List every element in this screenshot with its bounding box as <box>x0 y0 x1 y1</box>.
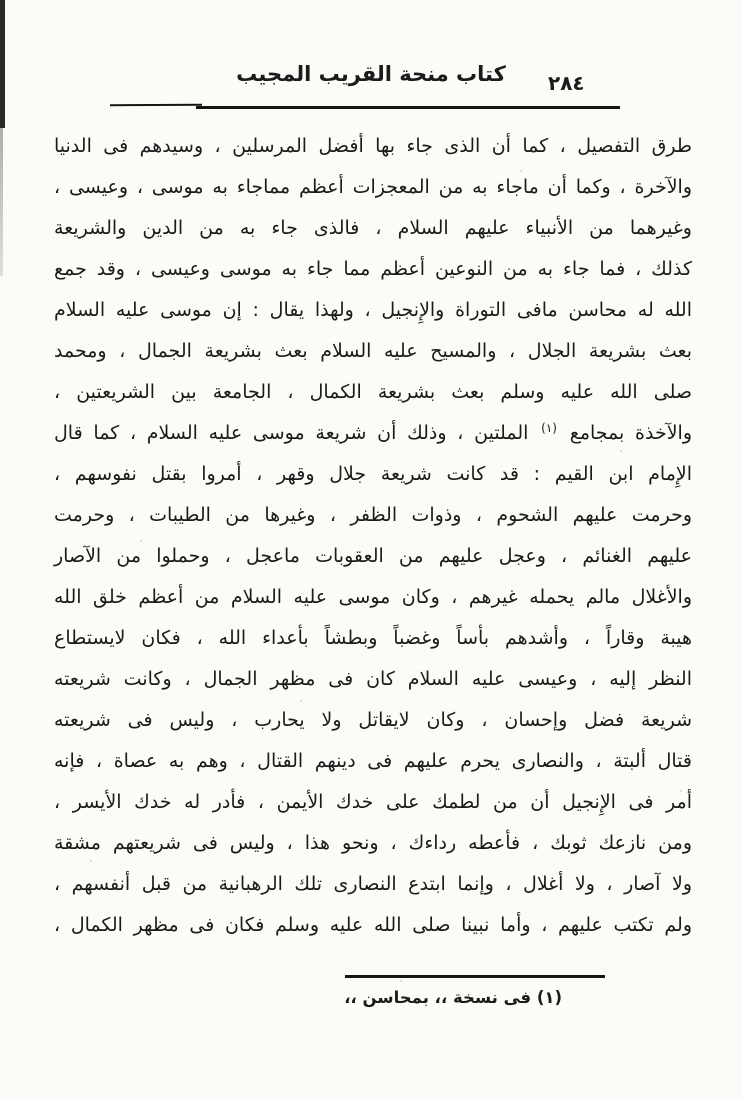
body-line: صلى الله عليه وسلم بعث بشريعة الكمال ، الجامعة بين الشريعتين ، <box>54 381 692 403</box>
body-line: ولم تكتب عليهم ، وأما نبينا صلى الله عليه وسلم فكان فى مظهر الكمال ، <box>54 914 692 936</box>
body-line: ومن نازعك ثوبك ، فأعطه رداءك ، ونحو هذا ، وليس فى شريعتهم مشقة <box>54 832 692 854</box>
body-line: بعث بشريعة الجلال ، والمسيح عليه السلام بعث بشريعة الجمال ، ومحمد <box>54 340 692 362</box>
body-line-with-footnote-ref <box>54 413 692 454</box>
book-title-header: كتاب منحة القريب المجيب <box>236 62 506 86</box>
body-line: أمر فى الإِنجيل أن من لطمك على خدك الأيمن ، فأدر له خدك الأيسر ، <box>54 791 692 813</box>
body-line: كذلك ، فما جاء به من النوعين أعظم مما جاء به موسى وعيسى ، وقد جمع <box>54 258 692 280</box>
body-line: ولا آصار ، ولا أغلال ، وإنما ابتدع النصارى تلك الرهبانية من قبل أنفسهم ، <box>54 873 692 895</box>
body-line: عليهم الغنائم ، وعجل عليهم من العقوبات ماعجل ، وحملوا من الآصار <box>54 545 692 567</box>
body-line: طرق التفصيل ، كما أن الذى جاء بها أفضل المرسلين ، وسيدهم فى الدنيا <box>54 135 692 157</box>
body-line: وحرمت عليهم الشحوم ، وذوات الظفر ، وغيرها من الطيبات ، وحرمت <box>54 504 692 526</box>
body-line: وغيرهما من الأنبياء عليهم السلام ، فالذى جاء به من الدين والشريعة <box>54 217 692 239</box>
body-text-column <box>54 126 692 946</box>
header-rule-left-segment <box>110 104 202 106</box>
footnote-separator-rule <box>345 975 605 978</box>
header-rule-main-segment <box>196 106 620 109</box>
scan-edge-artifact-faint <box>0 128 3 276</box>
body-line: والأغلال مالم يحمله غيرهم ، وكان موسى عليه السلام من أعظم خلق الله <box>54 586 692 608</box>
body-line: الإِمام ابن القيم : قد كانت شريعة جلال وقهر ، أمروا بقتل نفوسهم ، <box>54 463 692 485</box>
body-line: شريعة فضل وإحسان ، وكان لايقاتل ولا يحارب ، وليس فى شريعته <box>54 709 692 731</box>
body-line-segment: الملتين ، وذلك أن شريعة موسى عليه السلام ، كما قال <box>54 422 529 444</box>
body-line: هيبة وقاراً ، وأشدهم بأساً وغضباً وبطشاً بأعداء الله ، فكان لايستطاع <box>54 627 692 649</box>
body-line: والآخرة ، وكما أن ماجاء به من المعجزات أعظم مماجاء به موسى ، وعيسى ، <box>54 176 692 198</box>
body-line: النظر إليه ، وعيسى عليه السلام كان فى مظهر الجمال ، وكانت شريعته <box>54 668 692 690</box>
body-line-segment: والآخذة بمجامع <box>569 422 693 444</box>
body-line: الله له محاسن مافى التوراة والإِنجيل ، ولهذا يقال : إن موسى عليه السلام <box>54 299 692 321</box>
body-line: قتال ألبتة ، والنصارى يحرم عليهم فى دينهم القتال ، وهم به عصاة ، فإنه <box>54 750 692 772</box>
footnote-text: (١) فى نسخة ،، بمحاسن ،، <box>344 988 562 1007</box>
footnote-reference-marker: (١) <box>541 420 557 435</box>
page-number: ٢٨٤ <box>548 71 585 95</box>
